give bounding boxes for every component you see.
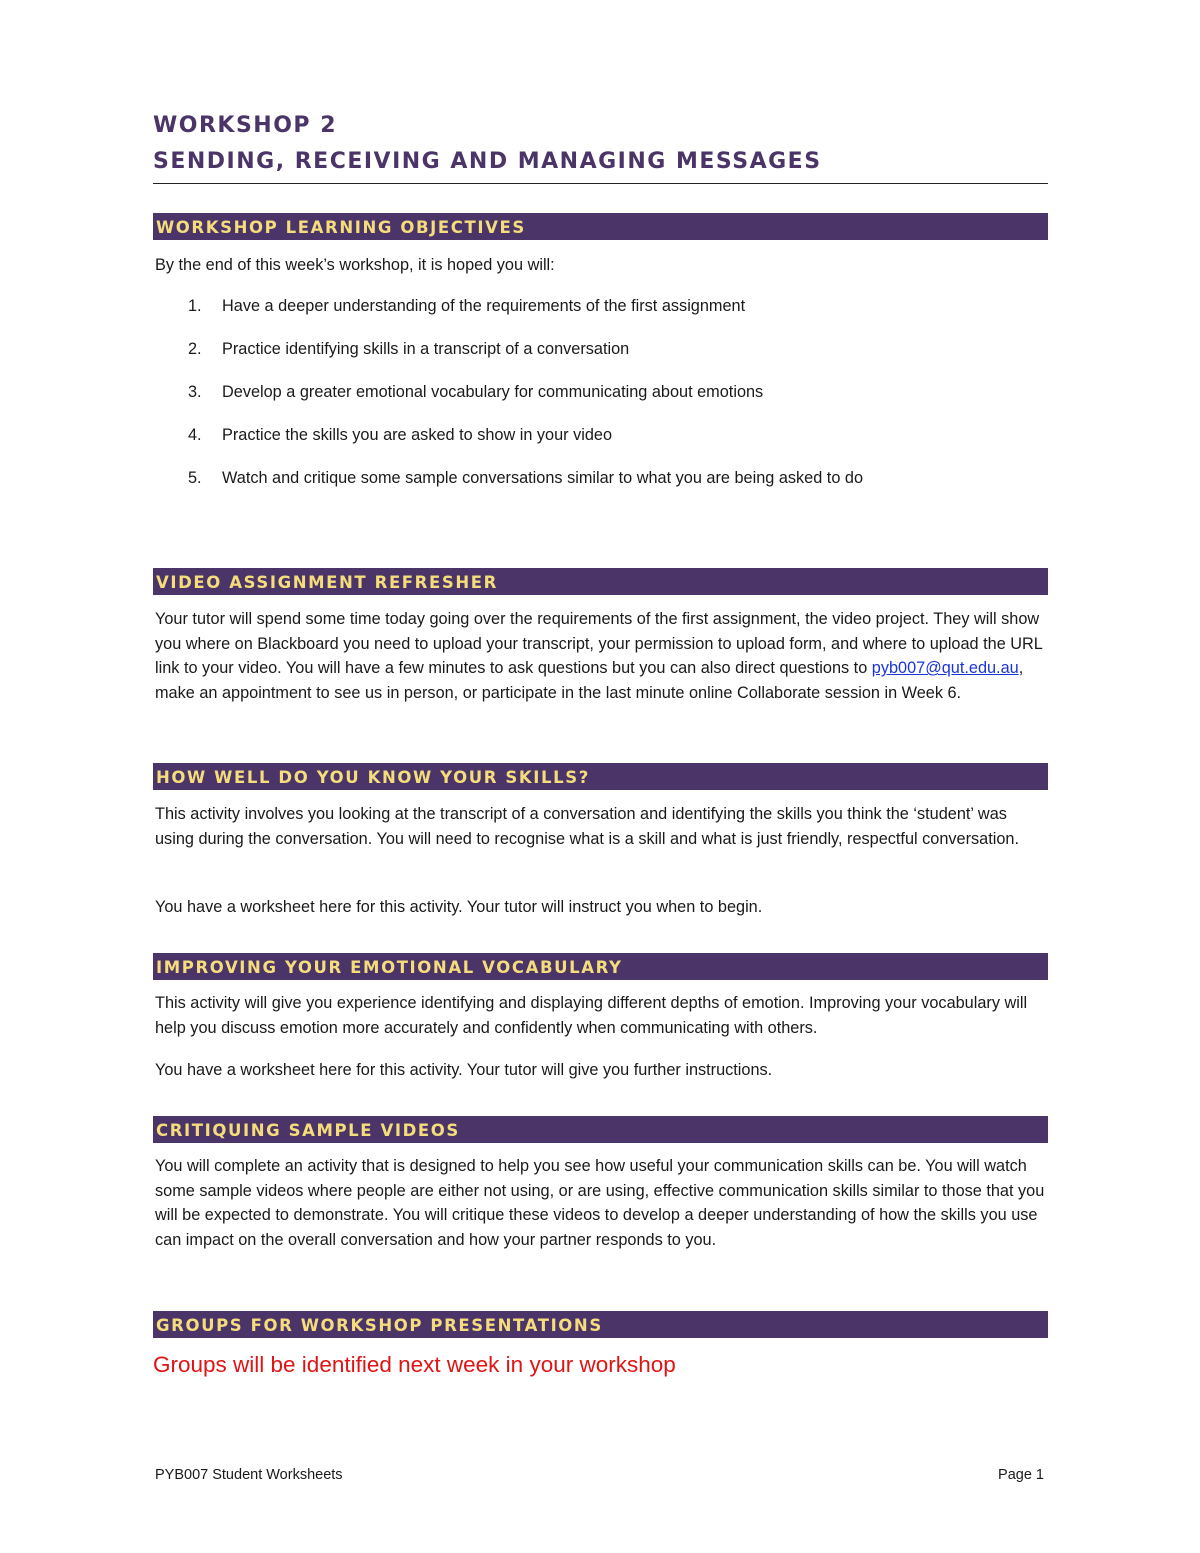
refresher-text-end: , make an appointment to see us in person, or participate in the last minute online Collaborate session in Week 6. [155,659,1024,702]
objectives-list [153,294,1048,509]
list-item-number: 4. [188,426,202,444]
list-item-text: Watch and critique some sample conversations similar to what you are being asked to do [222,469,864,487]
title-line-1: WORKSHOP 2 [153,113,338,138]
list-item-text: Practice the skills you are asked to show in your video [222,426,613,444]
section-heading-groups: GROUPS FOR WORKSHOP PRESENTATIONS [153,1311,1048,1338]
footer-page-number: Page 1 [998,1467,1044,1483]
objectives-intro: By the end of this week’s workshop, it is hoped you will: [155,256,555,274]
list-item-number: 1. [188,297,202,315]
list-item [153,337,1048,380]
section-heading-refresher: VIDEO ASSIGNMENT REFRESHER [153,568,1048,595]
section-heading-skills: HOW WELL DO YOU KNOW YOUR SKILLS? [153,763,1048,790]
section-heading-critiquing: CRITIQUING SAMPLE VIDEOS [153,1116,1048,1143]
section-heading-vocabulary: IMPROVING YOUR EMOTIONAL VOCABULARY [153,953,1048,980]
list-item [153,380,1048,423]
list-item-number: 5. [188,469,202,487]
groups-note: Groups will be identified next week in your workshop [153,1352,676,1377]
critiquing-paragraph: You will complete an activity that is designed to help you see how useful your communication skills can be. You will watch some sample videos where people are either not using, or are using, effective communication skills similar to those that you will be expected to demonstrate. You will critique these videos to develop a deeper understanding of how the skills you use can impact on the overall conversation and how your partner responds to you. [155,1157,1045,1249]
footer-document-name: PYB007 Student Worksheets [155,1467,343,1483]
refresher-text-start: Your tutor will spend some time today going over the requirements of the first assignment, the video project. They will show you where on Blackboard you need to upload your transcript, your permission to upload form, and where to upload the URL link to your video. You will have a few minutes to ask questions but you can also direct questions to [155,610,1043,678]
list-item [153,466,1048,509]
vocabulary-paragraph-2: You have a worksheet here for this activity. Your tutor will give you further instructions. [155,1061,773,1079]
page-title [153,108,1048,184]
list-item-text: Practice identifying skills in a transcript of a conversation [222,340,630,358]
list-item-number: 2. [188,340,202,358]
list-item-number: 3. [188,383,202,401]
title-line-2: SENDING, RECEIVING AND MANAGING MESSAGES [153,149,822,174]
skills-paragraph-1: This activity involves you looking at the transcript of a conversation and identifying the skills you think the ‘student’ was using during the conversation. You will need to recognise what is a skill and what is just friendly, respectful conversation. [155,805,1019,848]
refresher-paragraph [155,607,1045,705]
list-item-text: Have a deeper understanding of the requirements of the first assignment [222,297,746,315]
list-item [153,294,1048,337]
list-item-text: Develop a greater emotional vocabulary for communicating about emotions [222,383,764,401]
list-item [153,423,1048,466]
email-link[interactable]: pyb007@qut.edu.au [871,659,1019,678]
skills-paragraph-2: You have a worksheet here for this activity. Your tutor will instruct you when to begin. [155,898,763,916]
section-heading-objectives: WORKSHOP LEARNING OBJECTIVES [153,213,1048,240]
vocabulary-paragraph-1: This activity will give you experience identifying and displaying different depths of emotion. Improving your vocabulary will help you discuss emotion more accurately and confidently when communicating with others. [155,994,1028,1037]
